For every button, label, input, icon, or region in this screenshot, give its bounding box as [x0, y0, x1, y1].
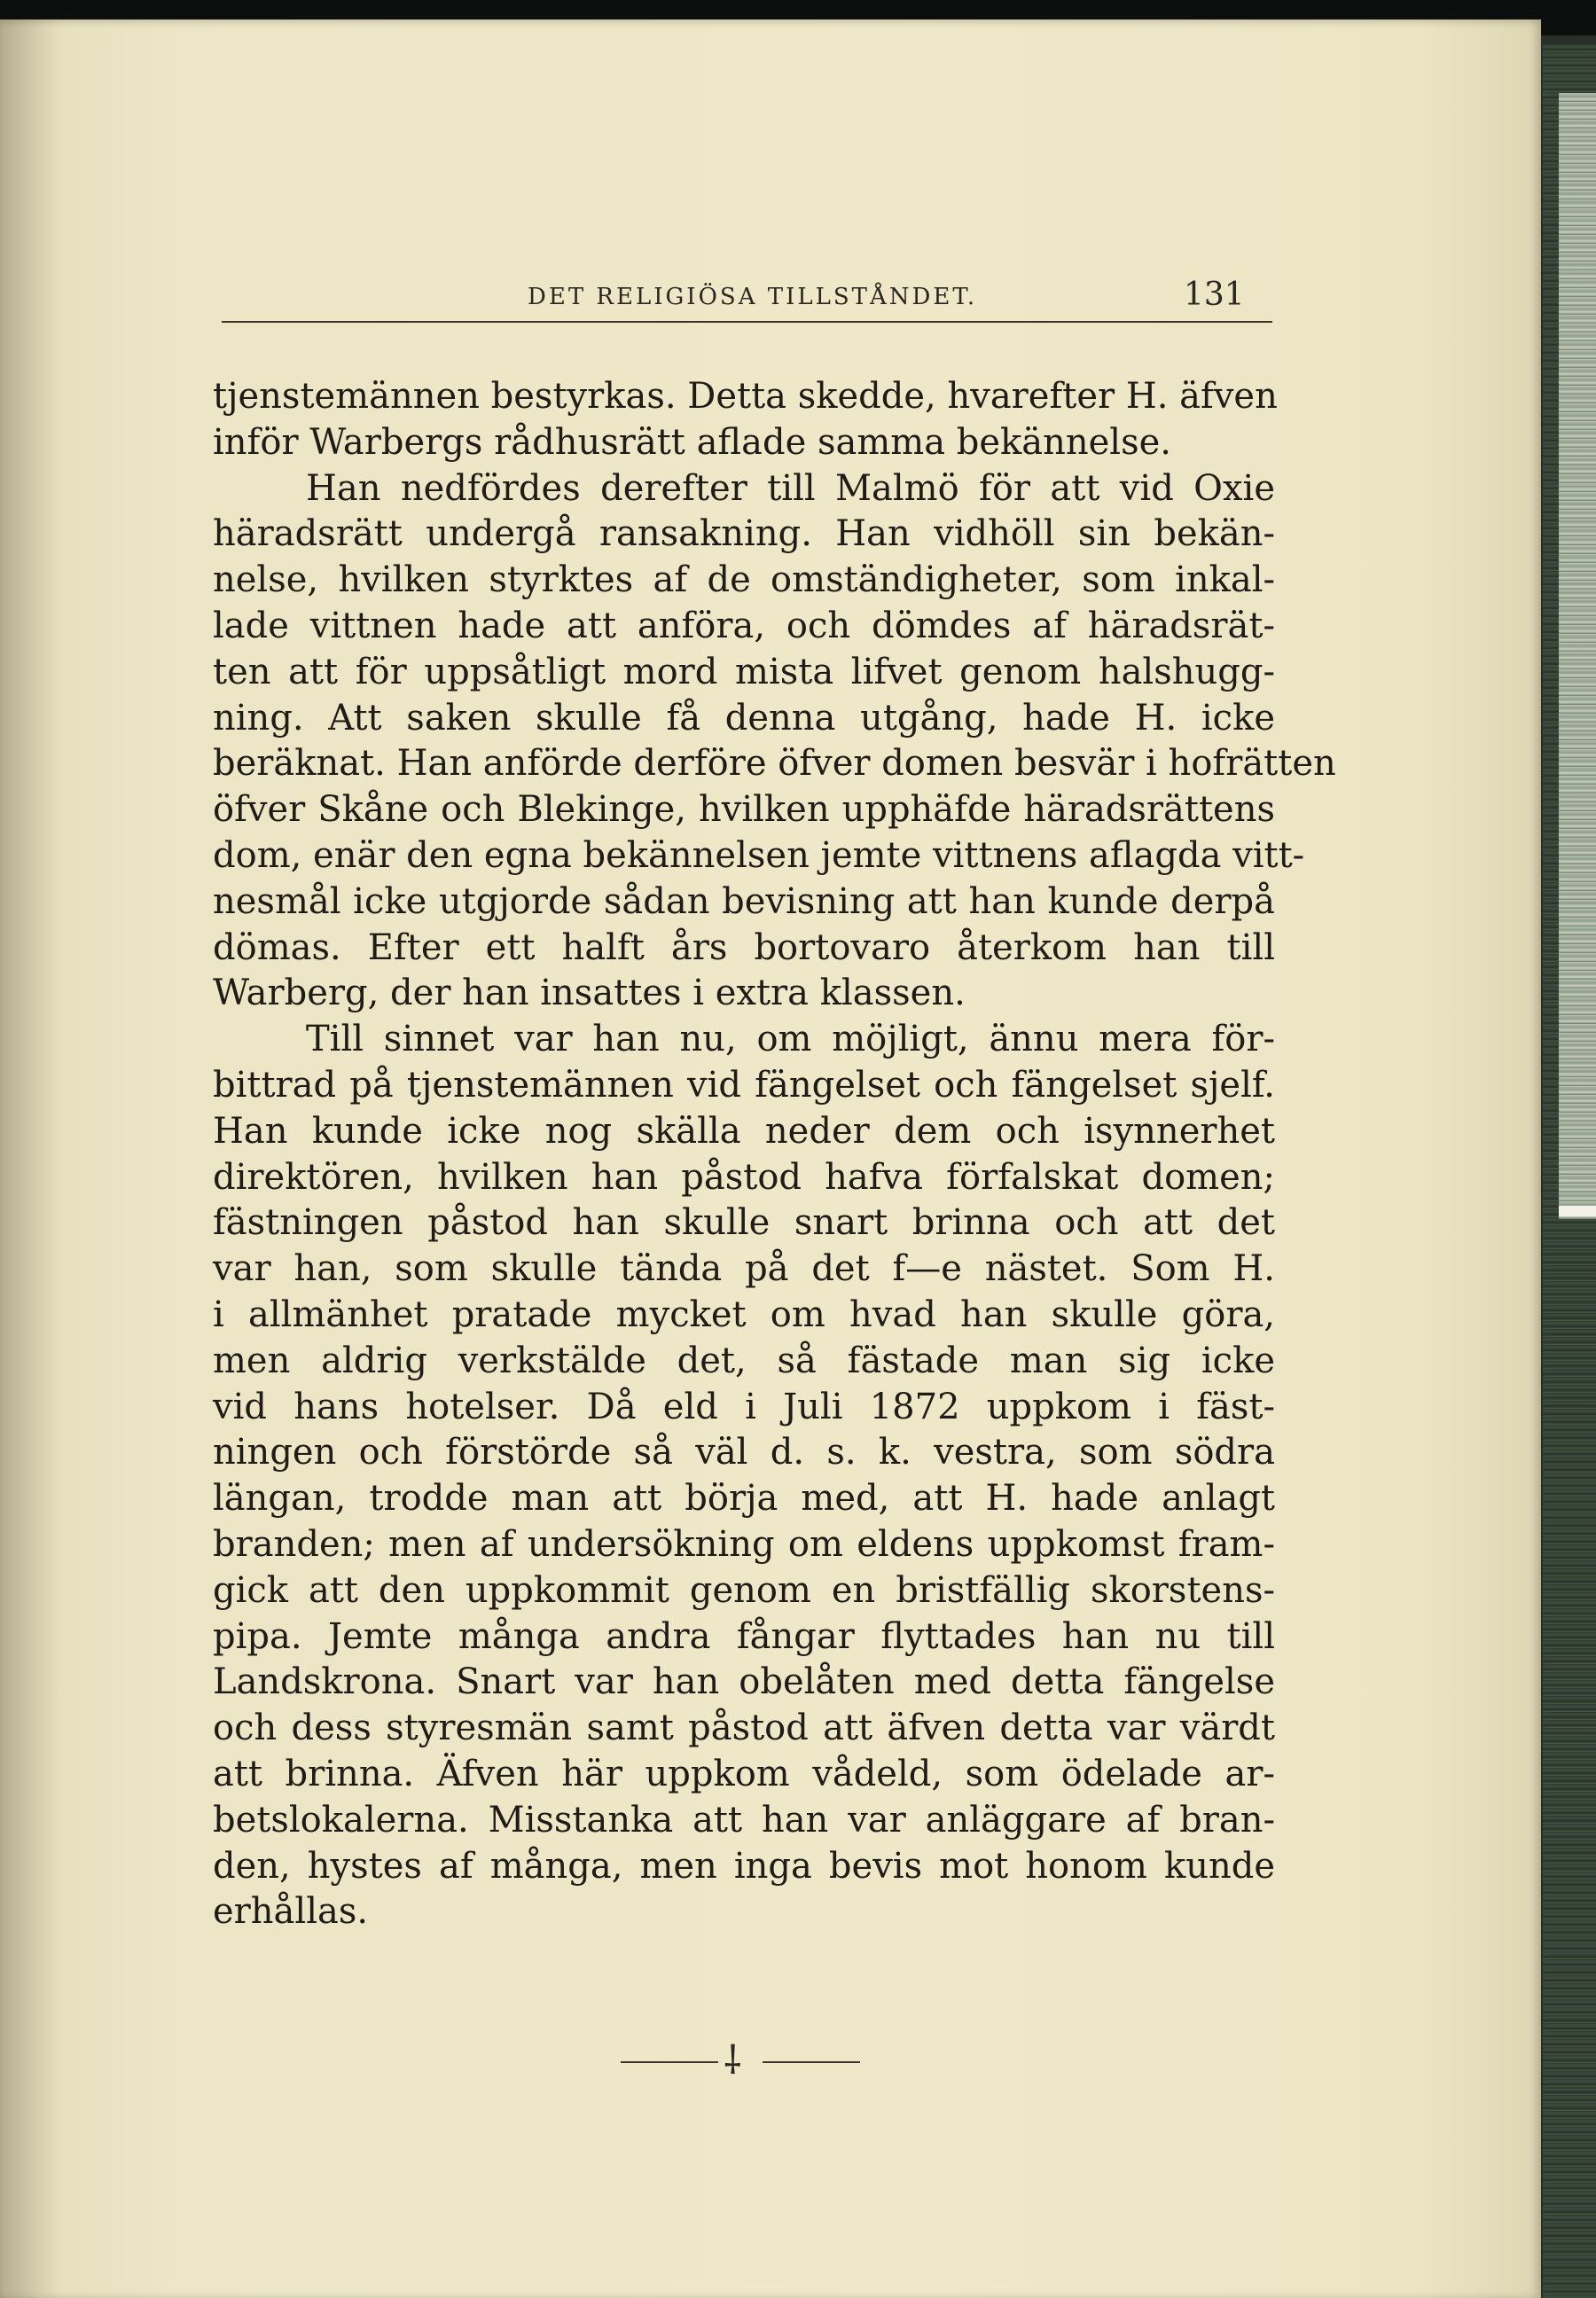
text-line: längan, trodde man att börja med, att H. hade anlagt [213, 1478, 1275, 1520]
text-line: inför Warbergs rådhusrätt aflade samma bekännelse. [213, 421, 1172, 463]
ornament-icon: ⸸ [724, 2038, 742, 2083]
page-number: 131 [1184, 277, 1245, 313]
text-line: Han kunde icke nog skälla neder dem och isynnerhet [213, 1110, 1275, 1152]
text-line: beräknat. Han anförde derföre öfver domen besvär i hofrätten [213, 743, 1336, 785]
text-line: och dess styresmän samt påstod att äfven detta var värdt [213, 1708, 1275, 1749]
header-rule-number [1144, 321, 1272, 323]
text-line: öfver Skåne och Blekinge, hvilken upphäfde häradsrättens [213, 789, 1275, 831]
text-line: i allmänhet pratade mycket om hvad han skulle göra, [213, 1294, 1275, 1335]
text-line: Till sinnet var han nu, om möjligt, ännu mera för- [306, 1019, 1275, 1060]
text-line: tjenstemännen bestyrkas. Detta skedde, hvarefter H. äfven [213, 376, 1278, 417]
text-line: nesmål icke utgjorde sådan bevisning att han kunde derpå [213, 880, 1275, 922]
text-line: fästningen påstod han skulle snart brinna och att det [213, 1202, 1275, 1244]
text-line: ningen och förstörde så väl d. s. k. vestra, som södra [213, 1432, 1275, 1473]
text-line: den, hystes af många, men inga bevis mot honom kunde [213, 1845, 1275, 1887]
text-line: lade vittnen hade att anföra, och dömdes af häradsrät- [213, 605, 1275, 646]
text-line: Landskrona. Snart var han obelåten med detta fängelse [213, 1661, 1275, 1703]
text-line: att brinna. Äfven här uppkom vådeld, som ödelade ar- [213, 1753, 1275, 1794]
tailpiece-ornament [621, 2035, 860, 2083]
text-line: gick att den uppkommit genom en bristfällig skorstens- [213, 1569, 1275, 1611]
text-line: pipa. Jemte många andra fångar flyttades han nu till [213, 1615, 1275, 1657]
text-line: ning. Att saken skulle få denna utgång, hade H. icke [213, 697, 1275, 739]
text-line: nelse, hvilken styrktes af de omständigheter, som inkal- [213, 559, 1275, 601]
page-edges-light [1559, 93, 1596, 1219]
text-line: betslokalerna. Misstanka att han var anläggare af bran- [213, 1799, 1275, 1841]
text-line: häradsrätt undergå ransakning. Han vidhöll sin bekän- [213, 513, 1275, 555]
running-title: DET RELIGIÖSA TILLSTÅNDET. [528, 284, 978, 310]
text-line: Han nedfördes derefter till Malmö för att vid Oxie [306, 467, 1275, 509]
text-line: vid hans hotelser. Då eld i Juli 1872 uppkom i fäst- [213, 1386, 1275, 1427]
page-header [222, 266, 1272, 328]
header-rule [222, 321, 1144, 323]
text-line: var han, som skulle tända på det f—e nästet. Som H. [213, 1248, 1275, 1290]
spine-shadow [0, 20, 62, 2298]
text-line: direktören, hvilken han påstod hafva förfalskat domen; [213, 1156, 1275, 1198]
text-line: men aldrig verkstälde det, så fästade man sig icke [213, 1340, 1275, 1381]
text-line: branden; men af undersökning om eldens uppkomst fram- [213, 1523, 1275, 1565]
text-line: bittrad på tjenstemännen vid fängelset och fängelset sjelf. [213, 1064, 1275, 1106]
body-text [213, 374, 1336, 1935]
ornament-rule-left [621, 2061, 718, 2063]
text-line: Warberg, der han insattes i extra klassen. [213, 973, 966, 1014]
text-line: dom, enär den egna bekännelsen jemte vittnens aflagda vitt- [213, 834, 1305, 876]
text-line: erhållas. [213, 1891, 369, 1933]
text-line: ten att för uppsåtligt mord mista lifvet genom halshugg- [213, 651, 1275, 692]
page-edge-highlight [1559, 1206, 1596, 1216]
ornament-rule-right [763, 2061, 860, 2063]
text-line: dömas. Efter ett halft års bortovaro återkom han till [213, 926, 1275, 968]
